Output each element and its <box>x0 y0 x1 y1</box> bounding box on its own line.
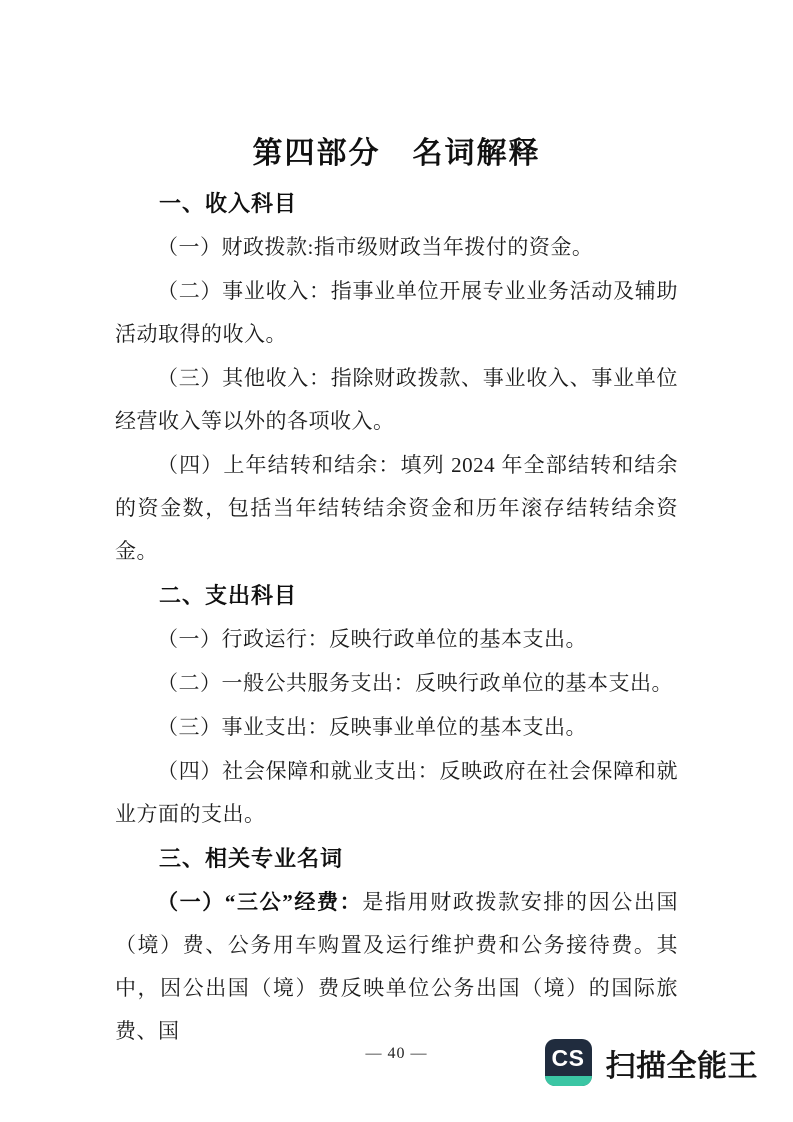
definition-other-income: （三）其他收入：指除财政拨款、事业收入、事业单位经营收入等以外的各项收入。 <box>115 366 678 433</box>
definition-general-public-service: （二）一般公共服务支出：反映行政单位的基本支出。 <box>157 671 673 695</box>
camscanner-logo-icon <box>545 1039 592 1086</box>
section-heading-expenditure: 二、支出科目 <box>159 583 298 608</box>
section-expenditure <box>115 574 678 836</box>
term-body-three-public: 是指用财政拨款安排的因公出国（境）费、公务用车购置及运行维护费和公务接待费。其中，因公出国（境）费反映单位公务出国（境）的国际旅费、国 <box>115 890 679 1043</box>
section-income <box>115 182 678 573</box>
watermark-brand-name: 扫描全能王 <box>605 1049 758 1083</box>
section-professional-terms <box>115 837 678 1053</box>
definition-three-public-expenses <box>115 881 678 1053</box>
page-number: — 40 — <box>365 1045 428 1062</box>
definition-institution-expenditure: （三）事业支出：反映事业单位的基本支出。 <box>157 715 587 739</box>
definition-carryover-balance: （四）上年结转和结余：填列 2024 年全部结转和结余的资金数，包括当年结转结余资金和历年滚存结转结余资金。 <box>115 453 678 563</box>
definition-social-security-employment: （四）社会保障和就业支出：反映政府在社会保障和就业方面的支出。 <box>115 759 678 826</box>
section-heading-terms: 三、相关专业名词 <box>159 846 344 871</box>
page-title: 第四部分 名词解释 <box>252 137 541 170</box>
camscanner-watermark <box>545 1039 759 1086</box>
definition-administrative-operation: （一）行政运行：反映行政单位的基本支出。 <box>157 627 587 651</box>
cs-logo-letters: CS <box>551 1045 585 1071</box>
document-content <box>115 132 678 1054</box>
section-heading-income: 一、收入科目 <box>159 191 298 216</box>
term-lead-three-public: （一）“三公”经费： <box>157 890 363 914</box>
definition-operating-income: （二）事业收入：指事业单位开展专业业务活动及辅助活动取得的收入。 <box>115 279 678 346</box>
cs-logo-accent-strip <box>545 1076 592 1086</box>
definition-fiscal-appropriation: （一）财政拨款:指市级财政当年拨付的资金。 <box>157 235 594 259</box>
